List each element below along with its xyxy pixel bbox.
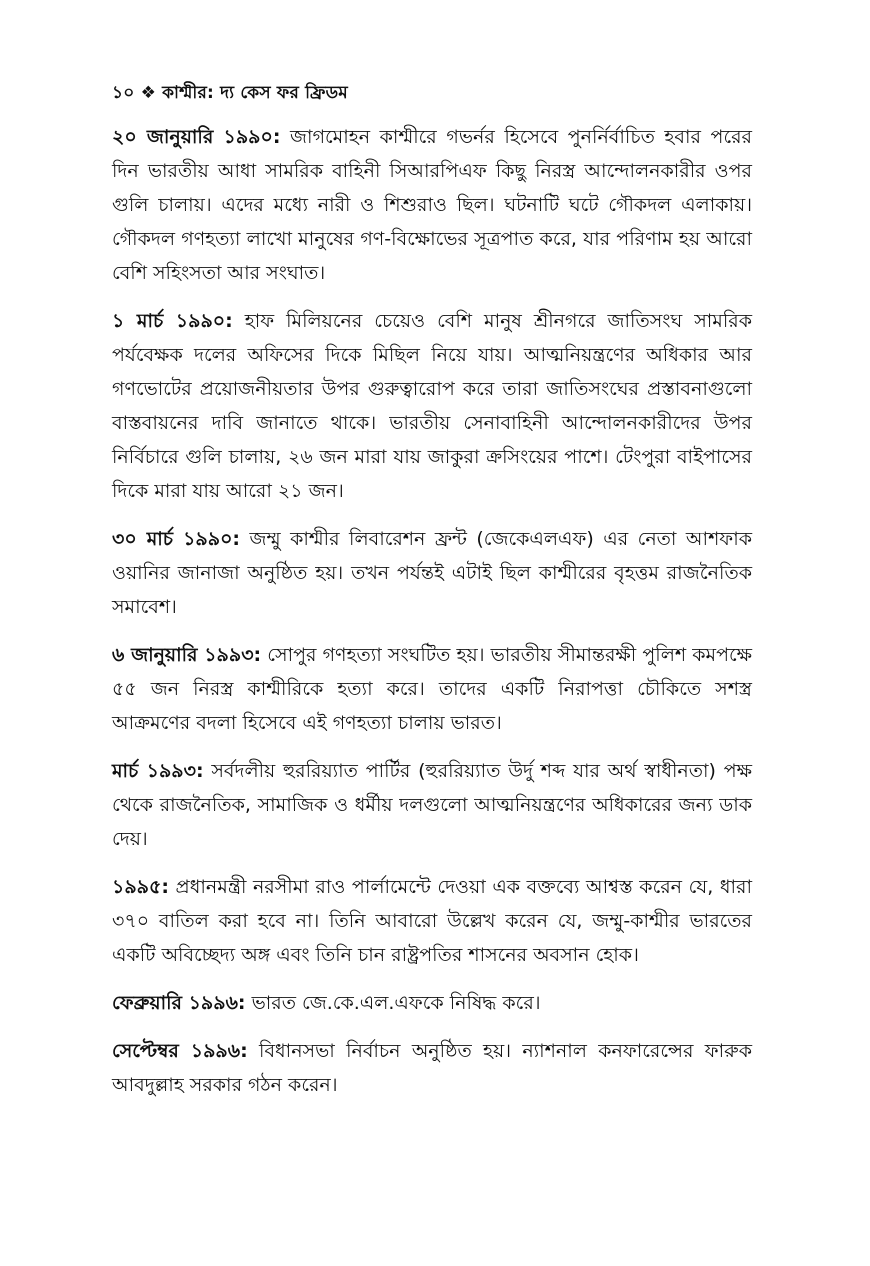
timeline-entry <box>112 120 752 290</box>
entry-date: ১ মার্চ ১৯৯০: <box>112 310 233 332</box>
entry-text: জাগমোহন কাশ্মীরে গভর্নর হিসেবে পুনর্নির্বাচিত হবার পরের দিন ভারতীয় আধা সামরিক বাহিনী সিআরপিএফ কিছু নিরস্ত্র আন্দোলনকারীর ওপর গুলি চালায়। এদের মধ্যে নারী ও শিশুরাও ছিল। ঘটনাটি ঘটে গৌকদল এলাকায়। গৌকদল গণহত্যা লাখো মানুষের গণ-বিক্ষোভের সূত্রপাত করে, যার পরিণাম হয় আরো বেশি সহিংসতা আর সংঘাত। <box>112 126 752 284</box>
timeline-entry <box>112 304 752 508</box>
timeline-entry <box>112 522 752 624</box>
timeline-entry <box>112 638 752 740</box>
entry-date: মার্চ ১৯৯৩: <box>112 760 204 782</box>
entry-date: ২০ জানুয়ারি ১৯৯০: <box>112 126 281 148</box>
entry-text: বিধানসভা নির্বাচন অনুষ্ঠিত হয়। ন্যাশনাল কনফারেন্সের ফারুক আবদুল্লাহ সরকার গঠন করেন। <box>112 1040 752 1096</box>
entry-date: ৩০ মার্চ ১৯৯০: <box>112 528 241 550</box>
entry-text: প্রধানমন্ত্রী নরসীমা রাও পার্লামেন্টে দেওয়া এক বক্তব্যে আশ্বস্ত করেন যে, ধারা ৩৭০ বাতিল করা হবে না। তিনি আবারো উল্লেখ করেন যে, জম্মু-কাশ্মীর ভারতের একটি অবিচ্ছেদ্য অঙ্গ এবং তিনি চান রাষ্ট্রপতির শাসনের অবসান হোক। <box>112 876 752 966</box>
timeline-entry <box>112 870 752 972</box>
timeline-entry <box>112 1034 752 1102</box>
entry-date: ১৯৯৫: <box>112 876 169 898</box>
entry-text: সর্বদলীয় হুররিয়্যাত পার্টির (হুররিয়্যাত উর্দু শব্দ যার অর্থ স্বাধীনতা) পক্ষ থেকে রাজনৈতিক, সামাজিক ও ধর্মীয় দলগুলো আত্মনিয়ন্ত্রণের অধিকারের জন্য ডাক দেয়। <box>112 760 752 850</box>
entry-date: ৬ জানুয়ারি ১৯৯৩: <box>112 644 262 666</box>
entry-date: সেপ্টেম্বর ১৯৯৬: <box>112 1040 248 1062</box>
entry-text: সোপুর গণহত্যা সংঘটিত হয়। ভারতীয় সীমান্তরক্ষী পুলিশ কমপক্ষে ৫৫ জন নিরস্ত্র কাশ্মীরিকে হত্যা করে। তাদের একটি নিরাপত্তা চৌকিতে সশস্ত্র আক্রমণের বদলা হিসেবে এই গণহত্যা চালায় ভারত। <box>112 644 752 734</box>
entry-date: ফেব্রুয়ারি ১৯৯৬: <box>112 992 246 1014</box>
timeline-entry <box>112 986 752 1020</box>
entry-text: হাফ মিলিয়নের চেয়েও বেশি মানুষ শ্রীনগরে জাতিসংঘ সামরিক পর্যবেক্ষক দলের অফিসের দিকে মিছিল নিয়ে যায়। আত্মনিয়ন্ত্রণের অধিকার আর গণভোটের প্রয়োজনীয়তার উপর গুরুত্বারোপ করে তারা জাতিসংঘের প্রস্তাবনাগুলো বাস্তবায়নের দাবি জানাতে থাকে। ভারতীয় সেনাবাহিনী আন্দোলনকারীদের উপর নির্বিচারে গুলি চালায়, ২৬ জন মারা যায় জাকুরা ক্রসিংয়ের পাশে। টেংপুরা বাইপাসের দিকে মারা যায় আরো ২১ জন। <box>112 310 752 502</box>
running-header: ১০ ❖ কাশ্মীর: দ্য কেস ফর ফ্রিডম <box>112 83 348 103</box>
entry-text: জম্মু কাশ্মীর লিবারেশন ফ্রন্ট (জেকেএলএফ) এর নেতা আশফাক ওয়ানির জানাজা অনুষ্ঠিত হয়। তখন পর্যন্তই এটাই ছিল কাশ্মীরের বৃহত্তম রাজনৈতিক সমাবেশ। <box>112 528 752 618</box>
timeline-body <box>112 120 752 1116</box>
timeline-entry <box>112 754 752 856</box>
entry-text: ভারত জে.কে.এল.এফকে নিষিদ্ধ করে। <box>245 992 541 1014</box>
